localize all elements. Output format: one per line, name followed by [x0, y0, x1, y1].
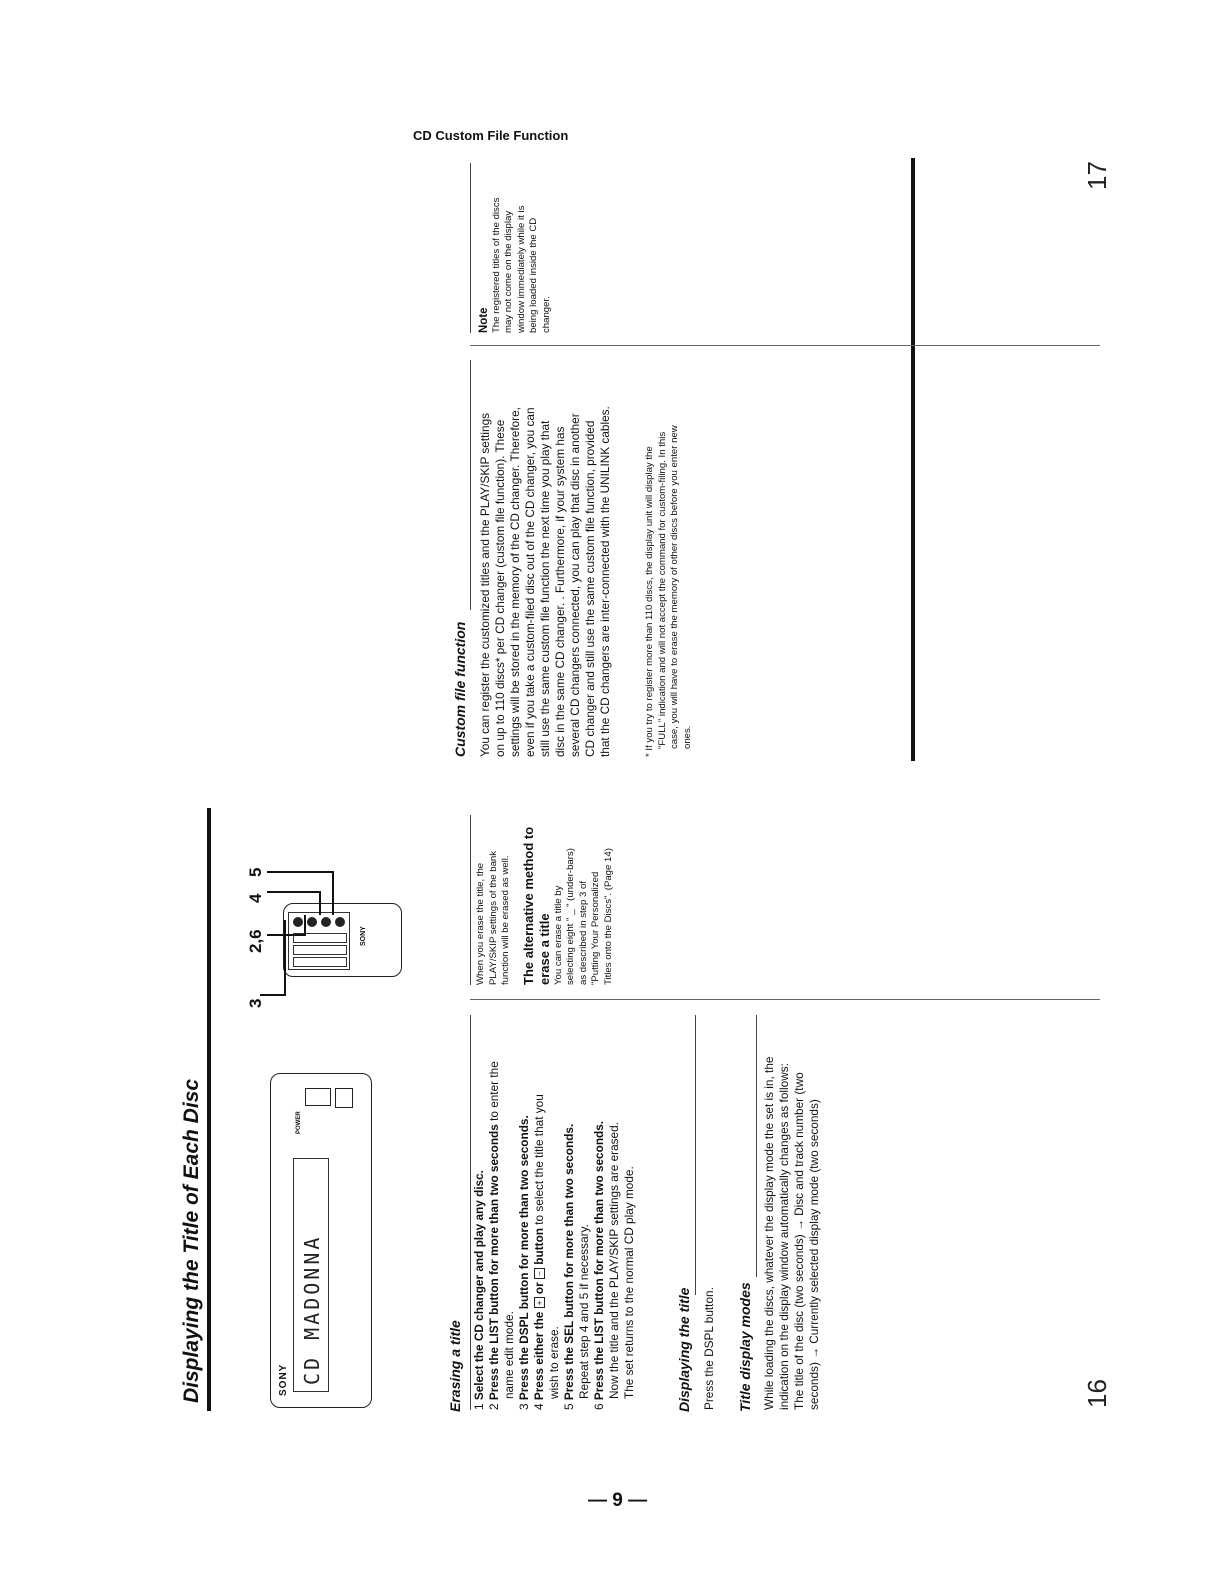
- page-number-right: 17: [1082, 161, 1112, 190]
- power-button: [305, 1088, 331, 1106]
- up-button-icon: +: [534, 1297, 545, 1308]
- display-unit: [270, 1073, 372, 1408]
- rule-note: [470, 163, 471, 333]
- step-2: 2 Press the LIST button for more than two seconds to enter the: [487, 1061, 501, 1410]
- divider-bar-left: [207, 808, 211, 1411]
- rule-custom-file: [470, 360, 471, 610]
- eject-button: [335, 1088, 353, 1108]
- erase-note: When you erase the title, the PLAY/SKIP settings of the bank function will be erased as well. The alternative method to erase a title You can erase a title by selecting eight " _ " (under-bars) as described in step 3 of "Putting Your Personalized Titles onto the Discs". (Page 14): [475, 826, 614, 985]
- rule-note-erase: [470, 815, 471, 985]
- page-number-left: 16: [1082, 1379, 1112, 1408]
- note-box: Note The registered titles of the discs may not come on the display window immediately while it is being loaded inside the CD changer.: [478, 197, 552, 333]
- down-button-icon: −: [534, 1268, 545, 1279]
- step-3: 3 Press the DSPL button for more than two seconds.: [517, 1115, 531, 1410]
- step-1: 1 Select the CD changer and play any disc.: [472, 1170, 486, 1410]
- remote-brand: SONY: [360, 926, 367, 946]
- step-4: 4 Press either the + or − button to select the title that you: [532, 1094, 546, 1410]
- erasing-heading: Erasing a title: [447, 1320, 463, 1412]
- callout-3: 3: [246, 998, 265, 1008]
- page-title: Displaying the Title of Each Disc: [180, 1078, 203, 1403]
- callout-2-6: 2,6: [246, 929, 265, 953]
- rule-erasing: [470, 1015, 471, 1410]
- displaying-text: Press the DSPL button.: [702, 1287, 716, 1410]
- title-modes-heading: Title display modes: [737, 1282, 753, 1412]
- custom-file-heading: Custom file function: [452, 621, 468, 757]
- display-brand: SONY: [278, 1363, 289, 1396]
- custom-file-text: You can register the customized titles and the PLAY/SKIP settings on up to 110 discs* per CD changer (custom file function). These settings will be stored in the memory of the CD changer. Therefore, even if you take a custom-filed disc out of the CD changer, you can still use the same custom file function the next time you play that disc in the same CD changer. . Furthermore, if your system has several CD changers connected, you can play that disc in another CD changer and still use the same custom file function, provided that the CD changers are inter-connected with the UNILINK cables.: [478, 406, 612, 757]
- custom-file-footnote: * If you try to register more than 110 discs, the display unit will display the "FULL" indication and will not accept the command for custom-filing. In this case, you will have to erase the memory of other discs before you enter new ones.: [644, 425, 693, 757]
- section-label: CD Custom File Function: [413, 128, 569, 143]
- lcd-screen: [293, 1158, 329, 1392]
- power-label: POWER: [296, 1111, 302, 1134]
- callout-5: 5: [246, 867, 265, 877]
- page-footer: — 9 —: [588, 1490, 648, 1511]
- lcd-text: CD MADONNA: [300, 1234, 324, 1385]
- horizontal-rule-2: [470, 345, 1100, 346]
- step-6: 6 Press the LIST button for more than two seconds.: [592, 1120, 606, 1410]
- erasing-steps: 1 Select the CD changer and play any disc. 2 Press the LIST button for more than two seconds to enter the name edit mode. 3 Press the DSPL button for more than two seconds. 4 Press either the + or − button to select the title that you wish to erase. 5 Press the SEL button for more than two seconds. Repeat step 4 and 5 if necessary. 6 Press the LIST button for more than two seconds. Now the title and the PLAY/SKIP settings are erased. The set returns to the normal CD play mode.: [472, 1010, 637, 1410]
- title-modes-text: While loading the discs, whatever the display mode the set is in, the indication on the display window automatically changes as follows: The title of the disc (two seconds) → Disc and track number (two seconds) → Currently selected display mode (two seconds): [762, 1056, 821, 1410]
- divider-bar-right: [911, 158, 915, 761]
- rule-displaying: [695, 1015, 696, 1295]
- rule-title-modes: [756, 1015, 757, 1277]
- callout-4: 4: [246, 893, 265, 903]
- displaying-heading: Displaying the title: [676, 1287, 692, 1412]
- step-5: 5 Press the SEL button for more than two seconds.: [562, 1123, 576, 1410]
- callout-lines: [255, 860, 345, 1010]
